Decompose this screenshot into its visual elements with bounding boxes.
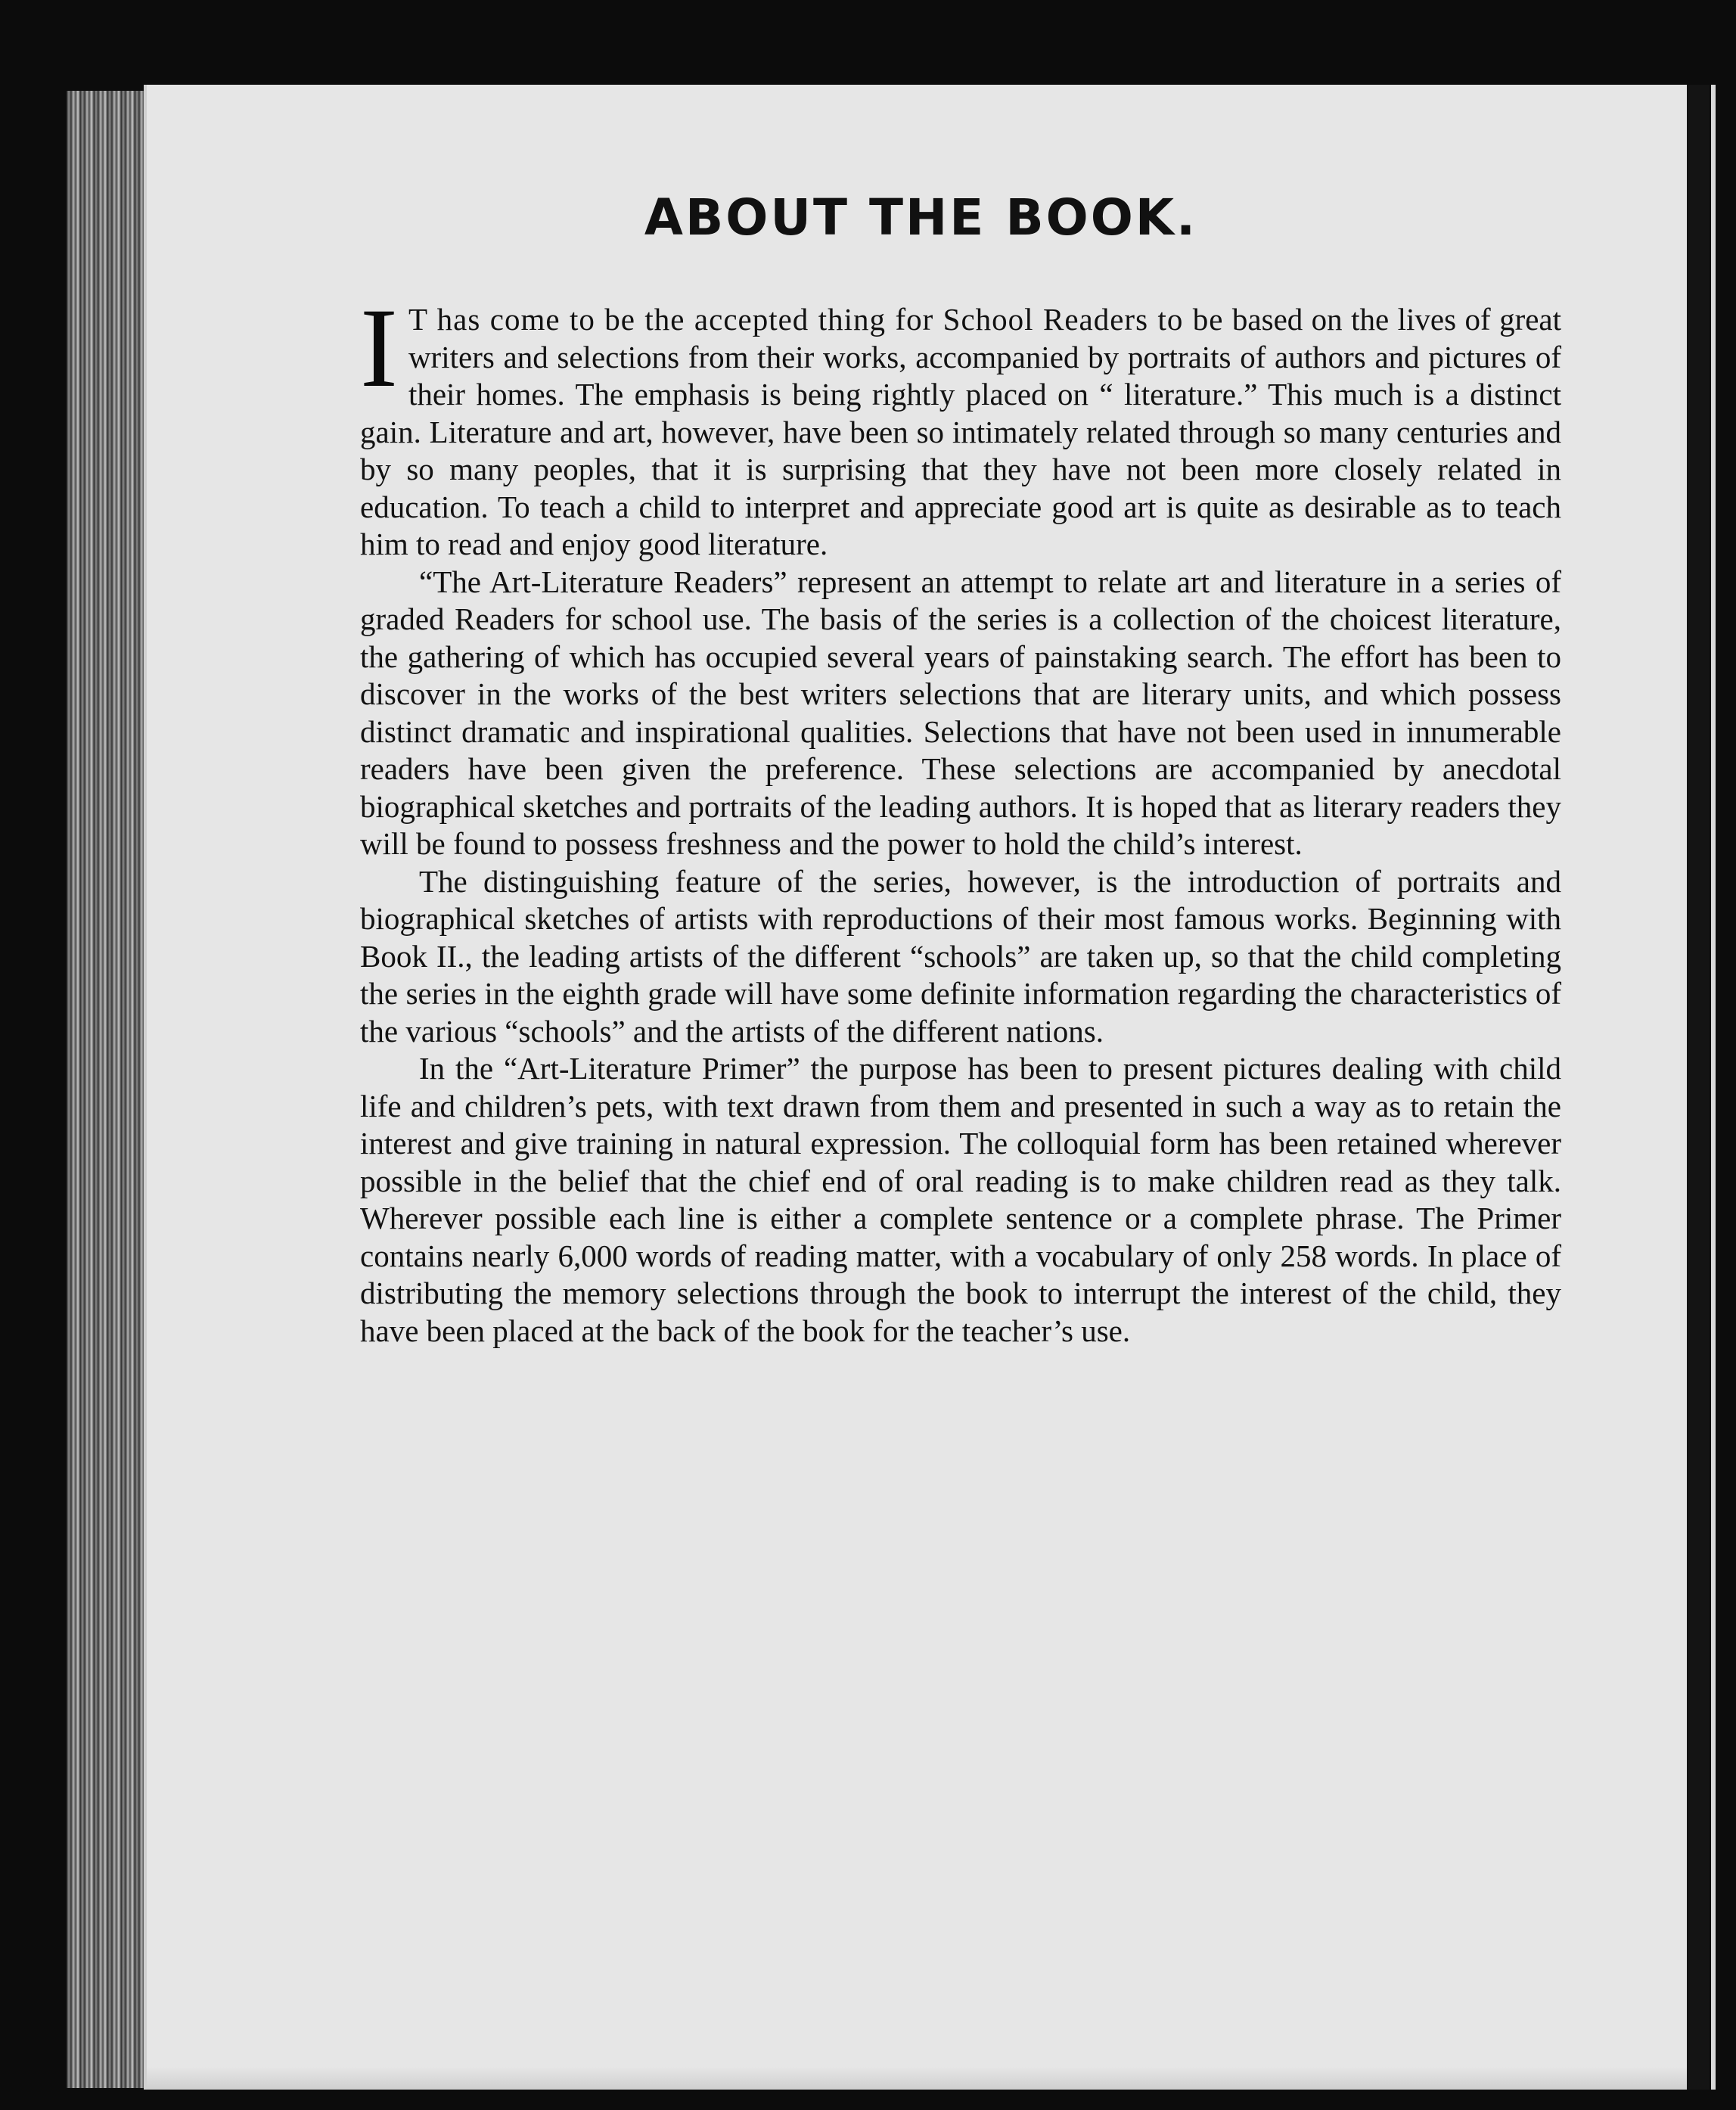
paragraph-1 (360, 285, 1562, 564)
paragraph-4: In the “Art-Literature Primer” the purpose has been to present pictures dealing with child life and children’s pets, with text drawn from them and presented in such a way as to retain the interest and give training in natural expression. The colloquial form has been retained wherever possible in the belief that the chief end of oral reading is to make children read as they talk. Wherever possible each line is either a complete sentence or a complete phrase. The Primer contains nearly 6,000 words of reading matter, with a vocabulary of only 258 words. In place of distributing the memory selections through the book to interrupt the interest of the child, they have been placed at the back of the book for the teacher’s use. (360, 1051, 1561, 1348)
paragraph-2: “The Art-Literature Readers” represent an attempt to relate art and literature in a series of graded Readers for school use. The basis of the series is a collection of the choicest literature, the gathering of which has occupied several years of painstaking search. The effort has been to discover in the works of the best writers selections that are literary units, and which possess distinct dramatic and inspirational qualities. Selections that have not been used in innumerable readers have been given the preference. These selections are accompanied by anecdotal biographical sketches and portraits of the leading authors. It is hoped that as literary readers they will be found to possess freshness and the power to hold the child’s interest. (360, 564, 1561, 861)
facing-page-edge (1711, 85, 1716, 2090)
page-title: ABOUT THE BOOK. (644, 188, 1198, 247)
facing-page-shadow (1687, 85, 1710, 2090)
paragraph-1-lead: T has come to be the accepted thing for School Readers to be (408, 302, 1224, 337)
paragraph-3: The distinguishing feature of the series, however, is the introduction of portraits and biographical sketches of artists with reproductions of their most famous works. Beginning with Book II., the leading artists of the different “schools” are taken up, so that the child completing the series in the eighth grade will have some definite information regarding the characteristics of the various “schools” and the artists of the different nations. (360, 863, 1561, 1049)
drop-cap: I (360, 285, 398, 411)
body-text (360, 285, 1562, 1350)
paragraph-1-text: based on the lives of great writers and selections from their works, accompanied by portraits of authors and pictures of their homes. The emphasis is being rightly placed on “ literature.” This much is a distinct gain. Literature and art, however, have been so intimately related through so many centuries and by so many peoples, that it is surprising that they have not been more closely related in education. To teach a child to interpret and appreciate good art is quite as desirable as to teach him to read and enjoy good literature. (360, 302, 1562, 561)
